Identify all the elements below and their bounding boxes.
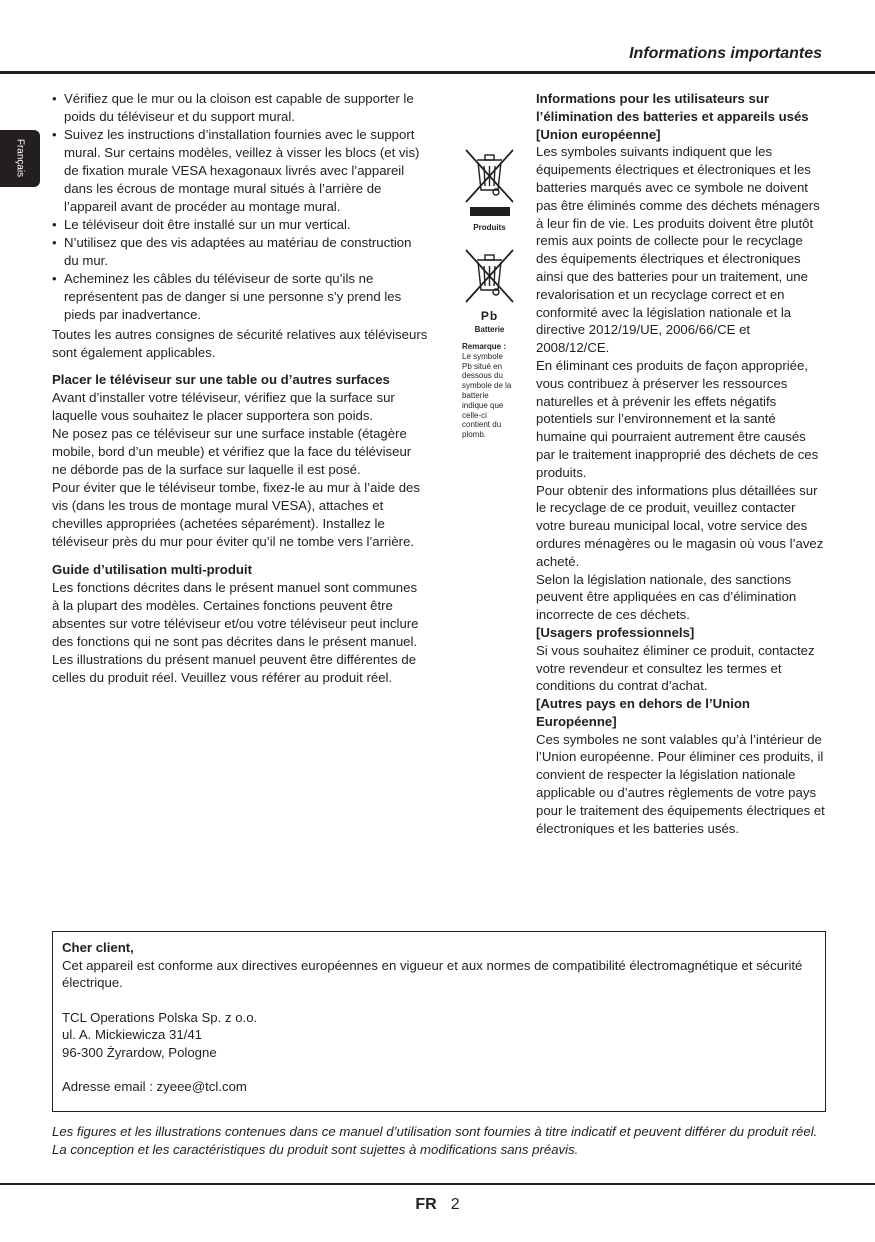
pro-heading: [Usagers professionnels] — [536, 624, 695, 640]
page-header-title: Informations importantes — [629, 45, 822, 62]
paragraph: Pour obtenir des informations plus détaillées sur le recyclage de ce produit, veuillez contacter votre bureau municipal local, votre service des ordures ménagères ou le magasin où vous l’avez acheté. — [536, 482, 824, 569]
disposal-icons — [462, 146, 517, 440]
disposal-heading: Informations pour les utilisateurs sur l’élimination des batteries et appareils usés — [536, 91, 809, 124]
list-item: • N’utilisez que des vis adaptées au matériau de construction du mur. — [52, 234, 428, 270]
language-code: FR — [415, 1196, 437, 1213]
page-number: 2 — [450, 1196, 460, 1213]
crossed-bin-battery-icon — [462, 248, 517, 304]
paragraph: Pour éviter que le téléviseur tombe, fixez-le au mur à l’aide des vis (dans les trous de montage mural VESA), attaches et chevilles appropriées (achetées séparément). Installez le téléviseur près du mur pour éviter qu’il ne tombe vers l’arrière. — [52, 480, 420, 549]
language-tab — [0, 130, 40, 187]
list-item: • Acheminez les câbles du téléviseur de sorte qu’ils ne représentent pas de danger si une personne s’y prend les pieds par inadvertance. — [52, 270, 428, 324]
non-eu-heading: [Autres pays en dehors de l’Union Européenne] — [536, 696, 750, 729]
battery-label: Batterie — [474, 325, 505, 334]
paragraph: En éliminant ces produits de façon appropriée, vous contribuez à préserver les ressources naturelles et à prévenir les effets négatifs potentiels sur l’environnement et la santé humaine qui pourraient autrement être causés par le traitement inapproprié des déchets de ces produits. — [536, 357, 819, 480]
pb-remark — [462, 342, 514, 440]
crossed-bin-products-icon — [462, 146, 517, 218]
language-tab-label: Français — [14, 138, 26, 178]
company-name: TCL Operations Polska Sp. z o.o. — [62, 1009, 258, 1025]
contact-email: Adresse email : zyeee@tcl.com — [62, 1079, 247, 1094]
remark-label: Remarque : — [462, 342, 507, 351]
footer-divider — [0, 1183, 875, 1185]
page-footer — [0, 1196, 875, 1214]
notice-text: Cet appareil est conforme aux directives européennes en vigueur et aux normes de compatibilité électromagnétique et sécurité électrique. — [62, 957, 803, 990]
paragraph: Ne posez pas ce téléviseur sur une surface instable (étagère mobile, bord d’un meuble) et vérifiez que la face du téléviseur ne déborde pas de la surface sur laquelle il est posé. — [52, 426, 412, 477]
left-column — [52, 90, 428, 687]
section-heading-multiproduct: Guide d’utilisation multi-produit — [52, 562, 252, 577]
company-street: ul. A. Mickiewicza 31/41 — [62, 1027, 202, 1042]
notice-greeting: Cher client, — [62, 940, 134, 955]
list-item: • Vérifiez que le mur ou la cloison est capable de supporter le poids du téléviseur et du support mural. — [52, 90, 428, 126]
header-divider — [0, 71, 875, 74]
paragraph: Les symboles suivants indiquent que les équipements électriques et électroniques et les batteries marqués avec ce symbole ne doivent pas être éliminés comme des déchets ménagers à leur fin de vie. Les produits doivent être plutôt remis aux points de collecte pour le recyclage des équipements électriques et électroniques ainsi que des batteries pour un traitement, une revalorisation et un recyclage correct et en conformité avec la législation nationale et la directive 2012/19/UE, 2006/66/CE et 2008/12/CE. — [536, 144, 820, 356]
list-item: • Le téléviseur doit être installé sur un mur vertical. — [52, 216, 428, 234]
eu-heading: [Union européenne] — [536, 126, 661, 142]
products-label: Produits — [473, 223, 506, 232]
safety-note: Toutes les autres consignes de sécurité relatives aux téléviseurs sont également applicables. — [52, 327, 428, 360]
customer-notice-box — [52, 931, 826, 1112]
disclaimer-footnote: Les figures et les illustrations contenues dans ce manuel d’utilisation sont fournies à titre indicatif et peuvent différer du produit réel. La conception et les caractéristiques du produit sont sujettes à modifications sans préavis. — [52, 1124, 818, 1157]
right-column — [536, 90, 826, 837]
wall-mount-bullet-list — [52, 90, 428, 324]
paragraph: Si vous souhaitez éliminer ce produit, contactez votre revendeur et consultez les termes et conditions du contrat d’achat. — [536, 642, 815, 694]
list-item: • Suivez les instructions d’installation fournies avec le support mural. Sur certains modèles, veillez à visser les blocs (et vis) de fixation murale VESA hexagonaux livrés avec l’appareil dans les écrous de montage mural situés à l’arrière de l’appareil avant de procéder au montage mural. — [52, 126, 428, 216]
section-heading-table: Placer le téléviseur sur une table ou d’autres surfaces — [52, 372, 390, 387]
paragraph: Avant d’installer votre téléviseur, vérifiez que la surface sur laquelle vous souhaitez le placer supportera son poids. — [52, 390, 395, 423]
company-city: 96-300 Żyrardow, Pologne — [62, 1044, 217, 1060]
paragraph: Ces symboles ne sont valables qu’à l’intérieur de l’Union européenne. Pour éliminer ces produits, il convient de respecter la législation nationale applicable ou d’autres règlements de votre pays pour le traitement des équipements électriques et électroniques et les batteries usés. — [536, 731, 825, 836]
remark-text: Le symbole Pb situé en dessous du symbole de la batterie indique que celle-ci contient du plomb. — [462, 351, 512, 440]
paragraph: Les fonctions décrites dans le présent manuel sont communes à la plupart des modèles. Certaines fonctions peuvent être absentes sur votre téléviseur et/ou votre téléviseur peut inclure des fonctions qui ne sont pas décrites dans le présent manuel. Les illustrations du présent manuel peuvent être différentes de celles du produit réel. Veuillez vous référer au produit réel. — [52, 580, 419, 685]
paragraph: Selon la législation nationale, des sanctions peuvent être appliquées en cas d’élimination incorrecte de ces déchets. — [536, 571, 797, 623]
pb-symbol: Pb — [480, 309, 499, 323]
